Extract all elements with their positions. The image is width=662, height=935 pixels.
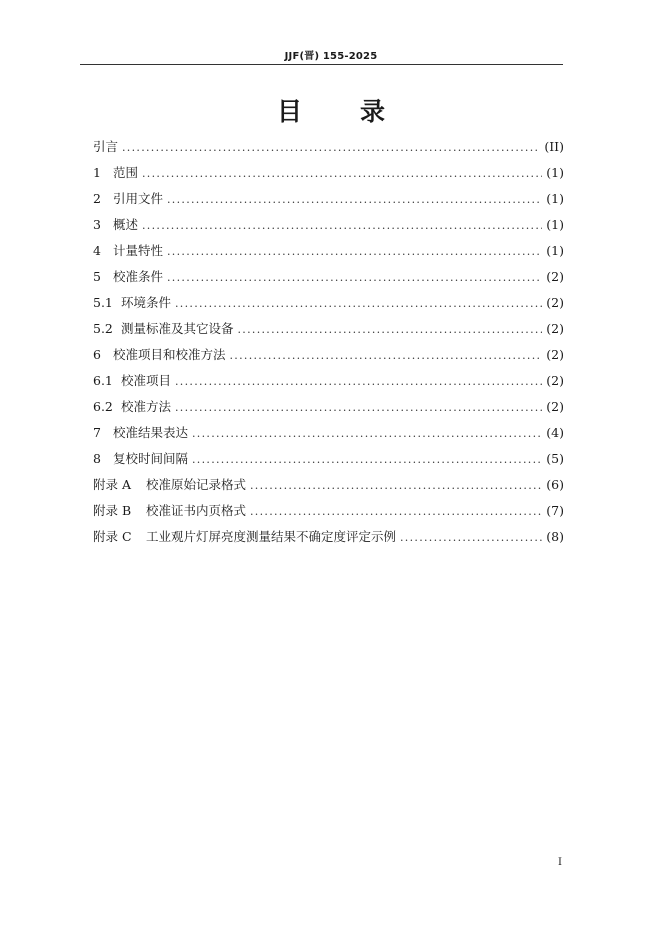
table-of-contents xyxy=(93,137,564,553)
toc-entry-page: (1) xyxy=(546,165,564,180)
document-code-header: JJF(晋) 155-2025 xyxy=(284,51,378,62)
toc-entry-metrological-characteristics[interactable] xyxy=(93,241,564,267)
toc-entry-label: 环境条件 xyxy=(121,295,172,310)
dot-leader xyxy=(142,216,542,236)
toc-entry-scope[interactable] xyxy=(93,163,564,189)
toc-entry-overview[interactable] xyxy=(93,215,564,241)
toc-entry-label: 测量标准及其它设备 xyxy=(121,321,234,336)
dot-leader xyxy=(230,346,543,366)
toc-entry-appendix-b[interactable] xyxy=(93,501,564,527)
header-rule xyxy=(80,64,563,65)
toc-entry-page: (4) xyxy=(546,425,564,440)
dot-leader xyxy=(192,424,542,444)
dot-leader xyxy=(400,528,542,548)
toc-entry-number: 6 xyxy=(93,347,101,362)
toc-entry-page: (2) xyxy=(546,347,564,362)
toc-entry-label: 校准原始记录格式 xyxy=(146,477,247,492)
dot-leader xyxy=(175,294,542,314)
toc-entry-appendix-a[interactable] xyxy=(93,475,564,501)
toc-entry-label: 校准项目 xyxy=(121,373,172,388)
toc-entry-page: (II) xyxy=(544,139,564,154)
toc-entry-recalibration-interval[interactable] xyxy=(93,449,564,475)
dot-leader xyxy=(142,164,542,184)
toc-entry-number: 8 xyxy=(93,451,101,466)
page-title: 目录 xyxy=(276,97,443,126)
toc-entry-number: 6.1 xyxy=(93,373,113,388)
dot-leader xyxy=(167,268,542,288)
toc-entry-label: 校准结果表达 xyxy=(113,425,189,440)
toc-entry-label: 校准方法 xyxy=(121,399,172,414)
toc-entry-label: 校准项目和校准方法 xyxy=(113,347,226,362)
toc-entry-label: 校准条件 xyxy=(113,269,164,284)
toc-entry-page: (2) xyxy=(546,399,564,414)
toc-entry-label: 引用文件 xyxy=(113,191,164,206)
toc-entry-page: (2) xyxy=(546,373,564,388)
toc-entry-label: 工业观片灯屏亮度测量结果不确定度评定示例 xyxy=(146,529,397,544)
toc-entry-results-expression[interactable] xyxy=(93,423,564,449)
toc-entry-page: (1) xyxy=(546,191,564,206)
toc-entry-calibration-conditions[interactable] xyxy=(93,267,564,293)
toc-entry-label: 复校时间间隔 xyxy=(113,451,189,466)
dot-leader xyxy=(250,476,542,496)
toc-entry-calibration-items[interactable] xyxy=(93,371,564,397)
toc-entry-number: 5 xyxy=(93,269,101,284)
toc-entry-calibration-methods[interactable] xyxy=(93,397,564,423)
toc-entry-environmental-conditions[interactable] xyxy=(93,293,564,319)
toc-entry-number: 5.1 xyxy=(93,295,113,310)
dot-leader xyxy=(167,190,542,210)
toc-entry-label: 引言 xyxy=(93,139,119,154)
toc-entry-page: (2) xyxy=(546,295,564,310)
toc-entry-number: 附录 A xyxy=(93,477,132,492)
dot-leader xyxy=(175,372,542,392)
toc-entry-foreword[interactable] xyxy=(93,137,564,163)
dot-leader xyxy=(250,502,542,522)
toc-entry-calibration-items-and-methods[interactable] xyxy=(93,345,564,371)
toc-entry-number: 1 xyxy=(93,165,101,180)
toc-entry-number: 附录 B xyxy=(93,503,132,518)
toc-entry-page: (6) xyxy=(546,477,564,492)
toc-entry-page: (8) xyxy=(546,529,564,544)
toc-entry-page: (2) xyxy=(546,321,564,336)
toc-entry-references[interactable] xyxy=(93,189,564,215)
dot-leader xyxy=(192,450,542,470)
toc-entry-number: 7 xyxy=(93,425,101,440)
toc-entry-number: 6.2 xyxy=(93,399,113,414)
toc-entry-number: 3 xyxy=(93,217,101,232)
toc-entry-page: (2) xyxy=(546,269,564,284)
toc-entry-number: 附录 C xyxy=(93,529,132,544)
toc-entry-appendix-c[interactable] xyxy=(93,527,564,553)
dot-leader xyxy=(175,398,542,418)
toc-entry-label: 校准证书内页格式 xyxy=(146,503,247,518)
dot-leader xyxy=(238,320,543,340)
toc-entry-label: 概述 xyxy=(113,217,139,232)
toc-entry-page: (7) xyxy=(546,503,564,518)
toc-entry-label: 范围 xyxy=(113,165,139,180)
toc-entry-page: (5) xyxy=(546,451,564,466)
toc-entry-number: 4 xyxy=(93,243,101,258)
toc-entry-measurement-standards[interactable] xyxy=(93,319,564,345)
dot-leader xyxy=(122,138,540,158)
toc-entry-page: (1) xyxy=(546,217,564,232)
page-number: I xyxy=(558,857,562,868)
dot-leader xyxy=(167,242,542,262)
toc-entry-number: 5.2 xyxy=(93,321,113,336)
toc-entry-number: 2 xyxy=(93,191,101,206)
toc-entry-label: 计量特性 xyxy=(113,243,164,258)
toc-entry-page: (1) xyxy=(546,243,564,258)
